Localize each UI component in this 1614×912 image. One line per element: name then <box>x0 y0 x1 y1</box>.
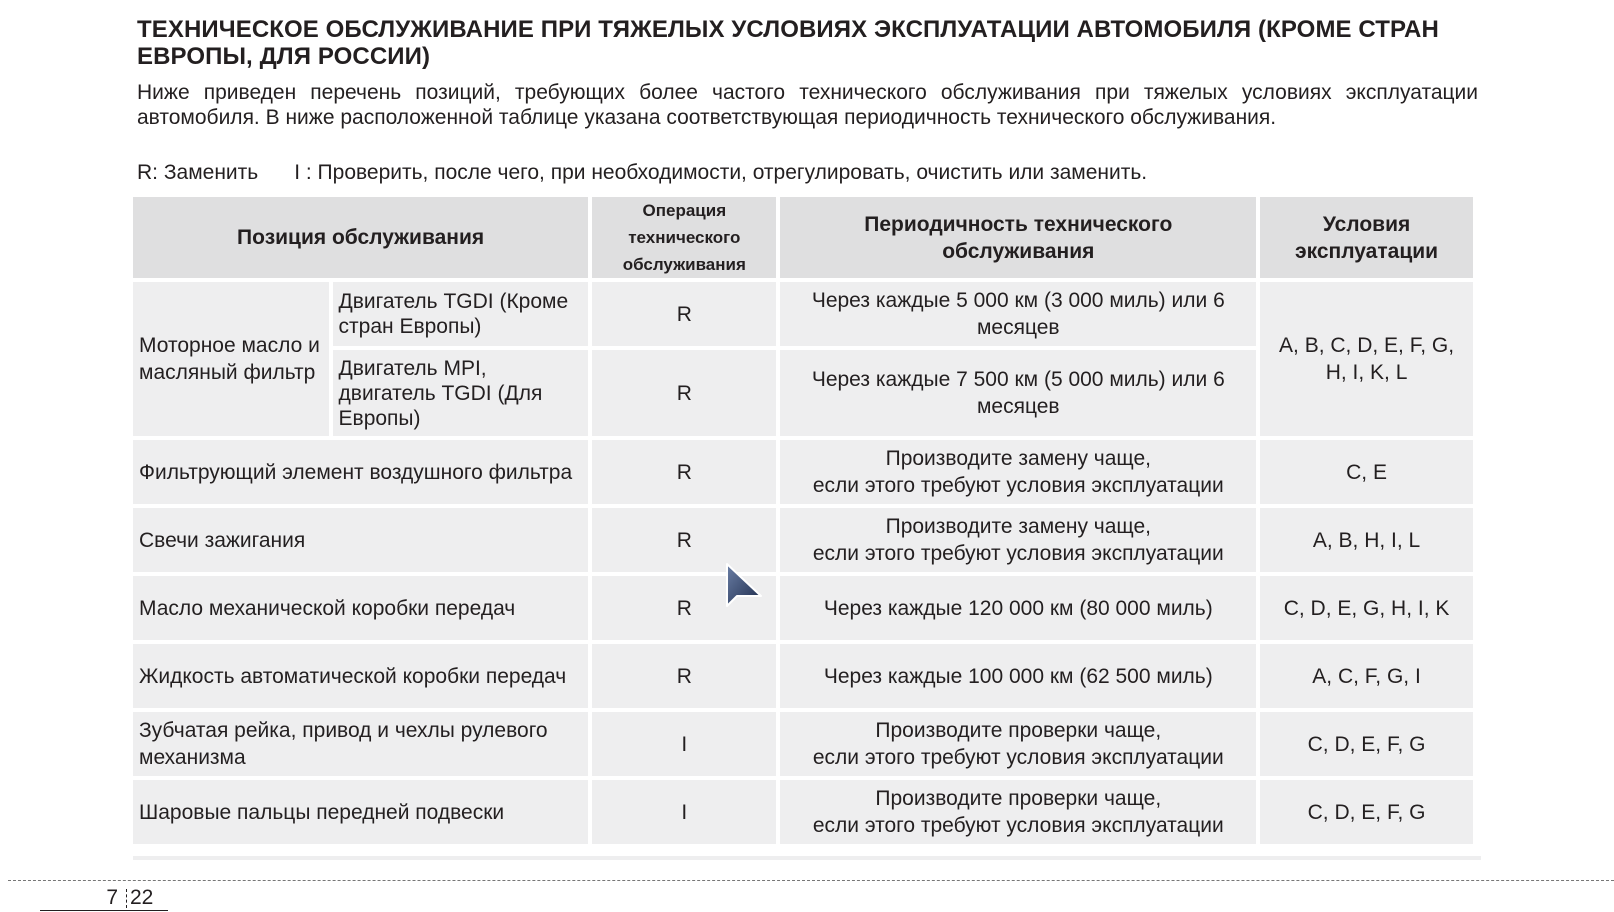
operation-code: R <box>592 282 776 346</box>
conditions-cell: C, D, E, F, G <box>1260 780 1473 844</box>
legend-inspect: I : Проверить, после чего, при необходимости, отрегулировать, очистить или заменить. <box>294 161 1148 184</box>
table-row <box>133 712 1473 776</box>
operation-code: R <box>592 644 776 708</box>
header-interval: Периодичность технического обслуживания <box>780 197 1256 278</box>
item-cell: Масло механической коробки передач <box>133 576 588 640</box>
page-index: 22 <box>130 886 154 909</box>
item-cell: Шаровые пальцы передней подвески <box>133 780 588 844</box>
table-bottom-strip <box>133 856 1481 860</box>
conditions-cell: C, D, E, G, H, I, K <box>1260 576 1473 640</box>
operation-code: I <box>592 712 776 776</box>
oil-engine: Двигатель TGDI (Кроме стран Европы) <box>333 282 589 346</box>
interval-line-2: если этого требуют условия эксплуатации <box>812 814 1224 837</box>
interval-cell: Через каждые 5 000 км (3 000 миль) или 6 месяцев <box>780 282 1256 346</box>
table-row <box>133 644 1473 708</box>
conditions-cell: C, E <box>1260 440 1473 504</box>
oil-conditions: A, B, C, D, E, F, G, H, I, K, L <box>1260 282 1473 436</box>
maintenance-table <box>129 193 1477 848</box>
interval-cell: Через каждые 120 000 км (80 000 миль) <box>780 576 1256 640</box>
section-number: 7 <box>106 886 118 909</box>
operation-code: R <box>592 576 776 640</box>
operation-code: R <box>592 350 776 436</box>
intro-paragraph: Ниже приведен перечень позиций, требующих более частого технического обслуживания при тяжелых условиях эксплуатации автомобиля. В ниже расположенной таблице указана соответствующая периодичность технического обслуживания. <box>137 81 1478 129</box>
oil-engine: Двигатель MPI, двигатель TGDI (Для Европы) <box>333 350 589 436</box>
conditions-cell: A, B, H, I, L <box>1260 508 1473 572</box>
page-divider <box>8 880 1614 881</box>
header-item: Позиция обслуживания <box>133 197 588 278</box>
interval-line-2: если этого требуют условия эксплуатации <box>812 746 1224 769</box>
interval-cell: Через каждые 100 000 км (62 500 миль) <box>780 644 1256 708</box>
item-cell: Свечи зажигания <box>133 508 588 572</box>
item-cell: Фильтрующий элемент воздушного фильтра <box>133 440 588 504</box>
page-number-separator <box>126 889 127 908</box>
legend <box>137 160 1147 185</box>
header-conditions: Условия эксплуатации <box>1260 197 1473 278</box>
mouse-pointer-icon <box>725 562 765 612</box>
header-operation: Операция технического обслуживания <box>592 197 776 278</box>
item-cell: Зубчатая рейка, привод и чехлы рулевого механизма <box>133 712 588 776</box>
item-cell: Жидкость автоматической коробки передач <box>133 644 588 708</box>
page-number <box>40 886 168 911</box>
interval-cell <box>780 780 1256 844</box>
interval-line-1: Производите замену чаще, <box>885 515 1151 538</box>
interval-cell <box>780 440 1256 504</box>
oil-item: Моторное масло и масляный фильтр <box>133 282 329 436</box>
table-row <box>133 282 1473 346</box>
interval-line-1: Производите проверки чаще, <box>875 719 1162 742</box>
page-title: ТЕХНИЧЕСКОЕ ОБСЛУЖИВАНИЕ ПРИ ТЯЖЕЛЫХ УСЛОВИЯХ ЭКСПЛУАТАЦИИ АВТОМОБИЛЯ (КРОМЕ СТРАН ЕВРОПЫ, ДЛЯ РОССИИ) <box>137 16 1439 70</box>
conditions-cell: C, D, E, F, G <box>1260 712 1473 776</box>
table-row <box>133 440 1473 504</box>
interval-line-1: Производите замену чаще, <box>885 447 1151 470</box>
table-header-row <box>133 197 1473 278</box>
table-row <box>133 508 1473 572</box>
interval-line-2: если этого требуют условия эксплуатации <box>812 474 1224 497</box>
operation-code: R <box>592 440 776 504</box>
operation-code: I <box>592 780 776 844</box>
table-row <box>133 576 1473 640</box>
conditions-cell: A, C, F, G, I <box>1260 644 1473 708</box>
interval-cell <box>780 712 1256 776</box>
legend-replace: R: Заменить <box>137 161 259 184</box>
table-row <box>133 780 1473 844</box>
operation-code: R <box>592 508 776 572</box>
interval-line-2: если этого требуют условия эксплуатации <box>812 542 1224 565</box>
interval-line-1: Производите проверки чаще, <box>875 787 1162 810</box>
interval-cell <box>780 508 1256 572</box>
interval-cell: Через каждые 7 500 км (5 000 миль) или 6 месяцев <box>780 350 1256 436</box>
